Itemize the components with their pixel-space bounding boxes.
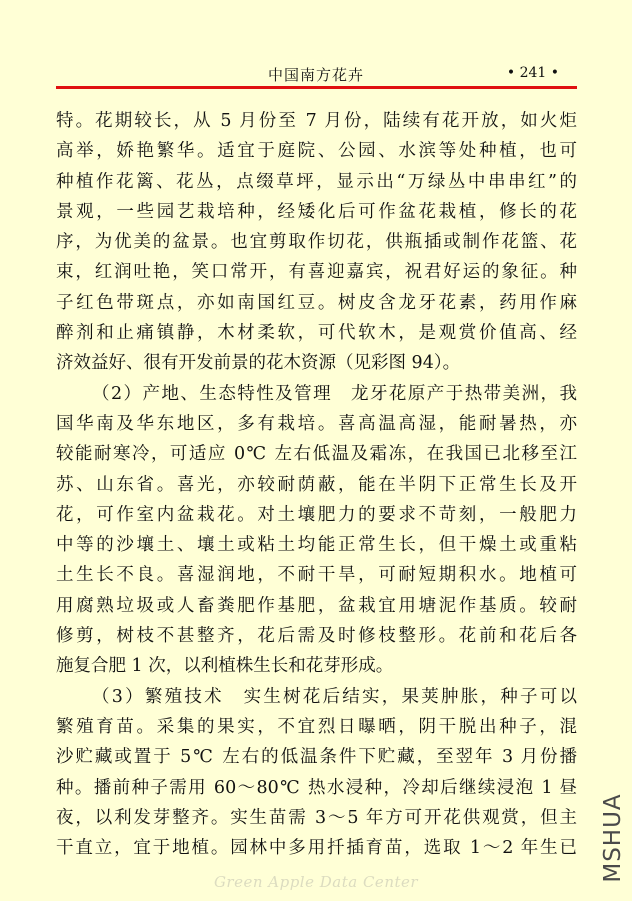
text-line: 苏、山东省。喜光，亦较耐荫蔽，能在半阴下正常生长及开 xyxy=(56,474,577,495)
text-line: 高举，娇艳繁华。适宜于庭院、公园、水滨等处种植，也可 xyxy=(56,141,577,162)
running-header-title: 中国南方花卉 xyxy=(268,66,365,84)
text-line: 沙贮藏或置于 5℃ 左右的低温条件下贮藏，至翌年 3 月份播 xyxy=(56,747,577,768)
text-line: 济效益好、很有开发前景的花木资源（见彩图 94）。 xyxy=(56,353,461,374)
text-line: 种植作花篱、花丛，点缀草坪，显示出“万绿丛中串串红”的 xyxy=(56,171,577,192)
side-watermark-text: MSHUA xyxy=(600,793,626,883)
text-line: 种。播前种子需用 60～80℃ 热水浸种，冷却后继续浸泡 1 昼 xyxy=(56,777,577,798)
text-line: 景观，一些园艺栽培种，经矮化后可作盆花栽植，修长的花 xyxy=(56,201,577,222)
text-line: 施复合肥 1 次，以利植株生长和花芽形成。 xyxy=(56,656,394,677)
header-rule xyxy=(56,86,577,89)
text-line: 繁殖育苗。采集的果实，不宜烈日曝晒，阴干脱出种子，混 xyxy=(56,716,577,737)
body-text xyxy=(56,106,577,863)
text-line: 醉剂和止痛镇静，木材柔软，可代软木，是观赏价值高、经 xyxy=(56,323,577,344)
text-line: 土生长不良。喜湿润地，不耐干旱，可耐短期积水。地植可 xyxy=(56,565,577,586)
text-line: 修剪，树枝不甚整齐，花后需及时修枝整形。花前和花后各 xyxy=(56,626,577,647)
text-line: 较能耐寒冷，可适应 0℃ 左右低温及霜冻，在我国已北移至江 xyxy=(56,444,577,465)
text-line: 花，可作室内盆栽花。对土壤肥力的要求不苛刻，一般肥力 xyxy=(56,504,577,525)
text-line: 特。花期较长，从 5 月份至 7 月份，陆续有花开放，如火炬 xyxy=(56,111,577,131)
running-header xyxy=(56,60,577,86)
text-line: 束，红润吐艳，笑口常开，有喜迎嘉宾，祝君好运的象征。种 xyxy=(56,262,577,283)
text-line: 干直立，宜于地植。园林中多用扦插育苗，选取 1～2 年生已 xyxy=(56,838,577,859)
footer-watermark: Green Apple Data Center xyxy=(213,873,419,891)
paragraph-first-line: （3）繁殖技术 实生树花后结实，果荚肿胀，种子可以 xyxy=(92,686,577,707)
text-line: 序，为优美的盆景。也宜剪取作切花，供瓶插或制作花篮、花 xyxy=(56,232,577,253)
text-line: 中等的沙壤土、壤土或粘土均能正常生长，但干燥土或重粘 xyxy=(56,535,577,556)
text-line: 国华南及华东地区，多有栽培。喜高温高湿，能耐暑热，亦 xyxy=(56,413,577,434)
paragraph-first-line: （2）产地、生态特性及管理 龙牙花原产于热带美洲，我 xyxy=(92,383,577,404)
text-line: 夜，以利发芽整齐。实生苗需 3～5 年方可开花供观赏，但主 xyxy=(56,807,577,828)
text-line: 子红色带斑点，亦如南国红豆。树皮含龙牙花素，药用作麻 xyxy=(56,292,577,313)
page-number: • 241 • xyxy=(506,65,559,81)
text-line: 用腐熟垃圾或人畜粪肥作基肥，盆栽宜用塘泥作基质。较耐 xyxy=(56,595,577,616)
